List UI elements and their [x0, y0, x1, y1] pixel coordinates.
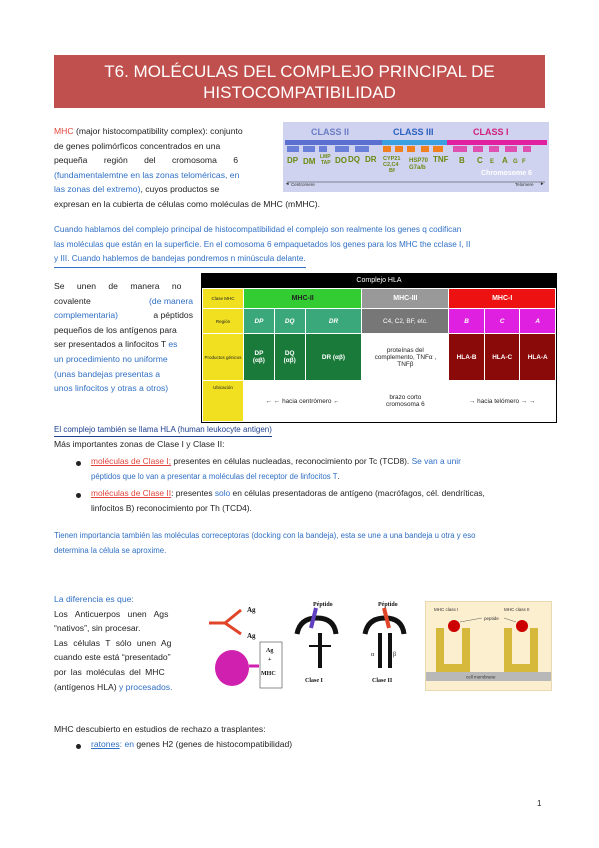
peptide-label: peptide — [484, 616, 499, 621]
region-cell: B — [449, 309, 485, 334]
paragraph-line: “nativos”, sin procesar. — [54, 623, 141, 634]
class-ii-term: moléculas de Clase II — [91, 488, 172, 498]
region-cell: C — [484, 309, 520, 334]
paragraph-line: covalente — [54, 295, 91, 306]
chromosome-6-figure — [283, 122, 549, 192]
location-cell: → hacia telómero → → — [449, 381, 556, 422]
product-cell: DQ (αβ) — [274, 334, 305, 381]
centromere-label: Centromere — [291, 182, 315, 187]
product-cell: DP (αβ) — [244, 334, 275, 381]
gene-label: DQ — [348, 155, 360, 164]
intro-paragraph — [54, 124, 275, 197]
bullet-text: : presentes — [171, 488, 215, 498]
alpha-label: α — [371, 652, 375, 658]
peptide-label: Péptido — [378, 602, 398, 608]
product-cell: HLA-C — [484, 334, 520, 381]
paragraph-highlight: un procedimiento no uniforme — [54, 353, 168, 364]
peptide-label: Péptido — [313, 602, 333, 608]
location-cell: ← ← hacia centrómero ← — [244, 381, 362, 422]
bullet-highlight: Se van a unir — [411, 456, 461, 466]
bullet-text: . — [337, 470, 340, 481]
region-cell: DP — [244, 309, 275, 334]
class-iii-label: CLASS III — [393, 127, 434, 137]
paragraph-line: (antígenos HLA) — [54, 681, 117, 692]
complex-paragraph — [54, 223, 554, 268]
class-ii-label: CLASS II — [311, 127, 350, 137]
mhc-class-figure — [425, 601, 552, 691]
paragraph-line: pequeños de los antígenos para — [54, 324, 177, 335]
svg-text:►: ► — [540, 181, 545, 186]
paragraph-line: Los Anticuerpos unen Ags — [54, 608, 169, 619]
paragraph-highlight: y procesados. — [116, 681, 173, 692]
paragraph-line: Tienen importancia también las moléculas correceptoras (docking con la bandeja), esta se une a una bandeja u otra y eso — [54, 531, 476, 540]
location-cell: brazo corto cromosoma 6 — [362, 381, 449, 422]
gene-label: B — [459, 156, 465, 165]
mhc-label: MHC — [261, 671, 276, 677]
transplant-line: MHC descubierto en estudios de rechazo a trasplantes: — [54, 724, 266, 734]
product-cell: proteínas del complemento, TNFα , TNFβ — [362, 334, 449, 381]
class-i-term: moléculas de Clase I; — [91, 456, 172, 466]
paragraph-line: Se unen de manera no — [54, 281, 182, 291]
hla-name-line: El complejo también se llama HLA (human leukocyte antigen) — [54, 424, 272, 437]
intro-text: pequeña región del cromosoma 6 — [54, 155, 239, 166]
hla-complex-table — [201, 273, 557, 423]
region-cell: DR — [305, 309, 362, 334]
region-cell: C4, C2, BF, etc. — [362, 309, 449, 334]
zones-heading: Más importantes zonas de Clase I y Clase II: — [54, 439, 225, 449]
paragraph-line: cuando este está “presentado” — [54, 652, 171, 663]
region-cell: DQ — [274, 309, 305, 334]
row-label: Clase MHC — [203, 289, 244, 309]
bullet-text: en células presentadoras de antígeno (macrófagos, cél. dendríticas, — [230, 488, 485, 498]
antigen-label: Ag — [247, 632, 256, 640]
paragraph-line: por las moléculas del MHC — [54, 666, 165, 677]
gene-label: LMP — [320, 154, 331, 160]
bullet-dot — [76, 744, 81, 749]
page-title — [54, 55, 545, 108]
gene-label: CYP21 — [383, 156, 401, 162]
telomere-label: Telomere — [515, 182, 534, 187]
row-label: Productos génicos — [203, 334, 244, 381]
paragraph-line: Cuando hablamos del complejo principal de histocompatibilidad el complejo son realmente los genes q codifican — [54, 225, 462, 234]
paragraph-line: a péptidos — [153, 310, 193, 321]
bullet-text: presentes en células nucleadas, reconocimiento por Tc (TCD8). — [171, 456, 412, 466]
gene-label: DP — [287, 156, 299, 165]
antigen-label: Ag — [247, 606, 256, 614]
gene-label: C — [477, 156, 483, 165]
bullet-highlight: : en — [119, 739, 135, 749]
paragraph-line: y III. Cuando hablemos de bandejas pondremos n minúscula delante. — [54, 252, 306, 268]
class-i-caption: Clase I — [305, 678, 323, 684]
paragraph-highlight: (de manera — [149, 295, 193, 306]
title-line-2: HISTOCOMPATIBILIDAD — [203, 83, 396, 102]
class-header: MHC-III — [362, 289, 449, 309]
intro-highlight: las zonas del extremo) — [54, 184, 141, 195]
gene-label: A — [502, 156, 508, 165]
paragraph-line: las moléculas que están en la superficie. En el comosoma 6 empaquetados los genes para los MHC the cclase I, II — [54, 239, 471, 249]
bullet-dot — [76, 461, 81, 466]
intro-text: (major histocompatibility complex): conjunto — [73, 126, 243, 136]
mhc-term: MHC — [54, 126, 74, 136]
gene-label: G7a/b — [409, 165, 426, 171]
svg-text:◄: ◄ — [285, 181, 290, 186]
beta-label: β — [393, 652, 397, 658]
intro-text: , cuyos productos se — [140, 184, 220, 195]
class-header: MHC-I — [449, 289, 556, 309]
paragraph-line: determina la célula se aproxime. — [54, 545, 167, 555]
coreceptor-paragraph — [54, 529, 554, 558]
product-cell: HLA-B — [449, 334, 485, 381]
table-title: Complejo HLA — [356, 277, 402, 284]
chromosome-label: Chromosome 6 — [481, 170, 532, 177]
gene-label: TNF — [433, 155, 449, 164]
intro-text: de genes polimórficos concentrados en una — [54, 140, 221, 151]
gene-label: TAP — [321, 160, 331, 166]
product-cell: DR (αβ) — [305, 334, 362, 381]
gene-label: Bf — [389, 168, 395, 174]
section-heading: La diferencia es que: — [54, 594, 134, 604]
intro-highlight: (fundamentalemtne en las zonas teloméricas, en — [54, 169, 240, 180]
intro-text: expresan en la cubierta de células como moléculas de MHC (mMHC). — [54, 199, 321, 209]
product-cell: HLA-A — [520, 334, 556, 381]
paragraph-line: ser presentados a linfocitos T — [54, 339, 166, 350]
bullet-item — [91, 486, 553, 515]
antigen-label: Ag — [266, 648, 274, 654]
bullet-text: linfocitos B) reconocimiento por Th (TCD4). — [91, 502, 252, 513]
mice-term: ratones — [91, 739, 120, 749]
page-number: 1 — [537, 799, 542, 808]
paragraph-line: Las células T sólo unen Ag — [54, 637, 172, 648]
svg-text:+: + — [268, 657, 272, 663]
gene-label: F — [522, 159, 526, 165]
bullet-highlight: solo — [214, 488, 231, 498]
gene-label: E — [490, 159, 495, 165]
paragraph-highlight: unos linfocitos y otras a otros) — [54, 383, 169, 394]
gene-label: G — [513, 159, 518, 165]
gene-label: C2,C4 — [383, 162, 399, 168]
gene-label: DO — [335, 156, 347, 165]
difference-section — [54, 592, 199, 694]
class-i-label: CLASS I — [473, 127, 509, 137]
title-line-1: T6. MOLÉCULAS DEL COMPLEJO PRINCIPAL DE — [104, 62, 495, 81]
gene-label: HSP70 — [409, 158, 429, 164]
gene-label: DM — [303, 157, 316, 166]
gene-label: DR — [365, 155, 377, 164]
bullet-highlight: péptidos que lo van a presentar a moléculas del receptor de linfocitos T — [91, 471, 338, 481]
mhc-class-i-label: MHC class I — [434, 607, 459, 612]
antibody-mhc-figure — [205, 598, 420, 693]
paragraph-highlight: (unas bandejas presentas a — [54, 368, 161, 379]
class-header: MHC-II — [244, 289, 362, 309]
paragraph-highlight: es — [165, 339, 178, 350]
region-cell: A — [520, 309, 556, 334]
binding-paragraph — [54, 279, 193, 396]
bullet-dot — [76, 493, 81, 498]
membrane-label: cell membrane — [466, 674, 496, 680]
bullet-item — [91, 454, 553, 484]
class-ii-caption: Clase II — [372, 678, 393, 684]
bullet-text: genes H2 (genes de histocompatibilidad) — [134, 739, 293, 749]
paragraph-highlight: complementaria) — [54, 310, 118, 321]
bullet-item — [91, 737, 553, 752]
row-label: Región — [203, 309, 244, 334]
row-label: Ubicación — [203, 381, 244, 422]
mhc-class-ii-label: MHC class II — [504, 607, 530, 612]
